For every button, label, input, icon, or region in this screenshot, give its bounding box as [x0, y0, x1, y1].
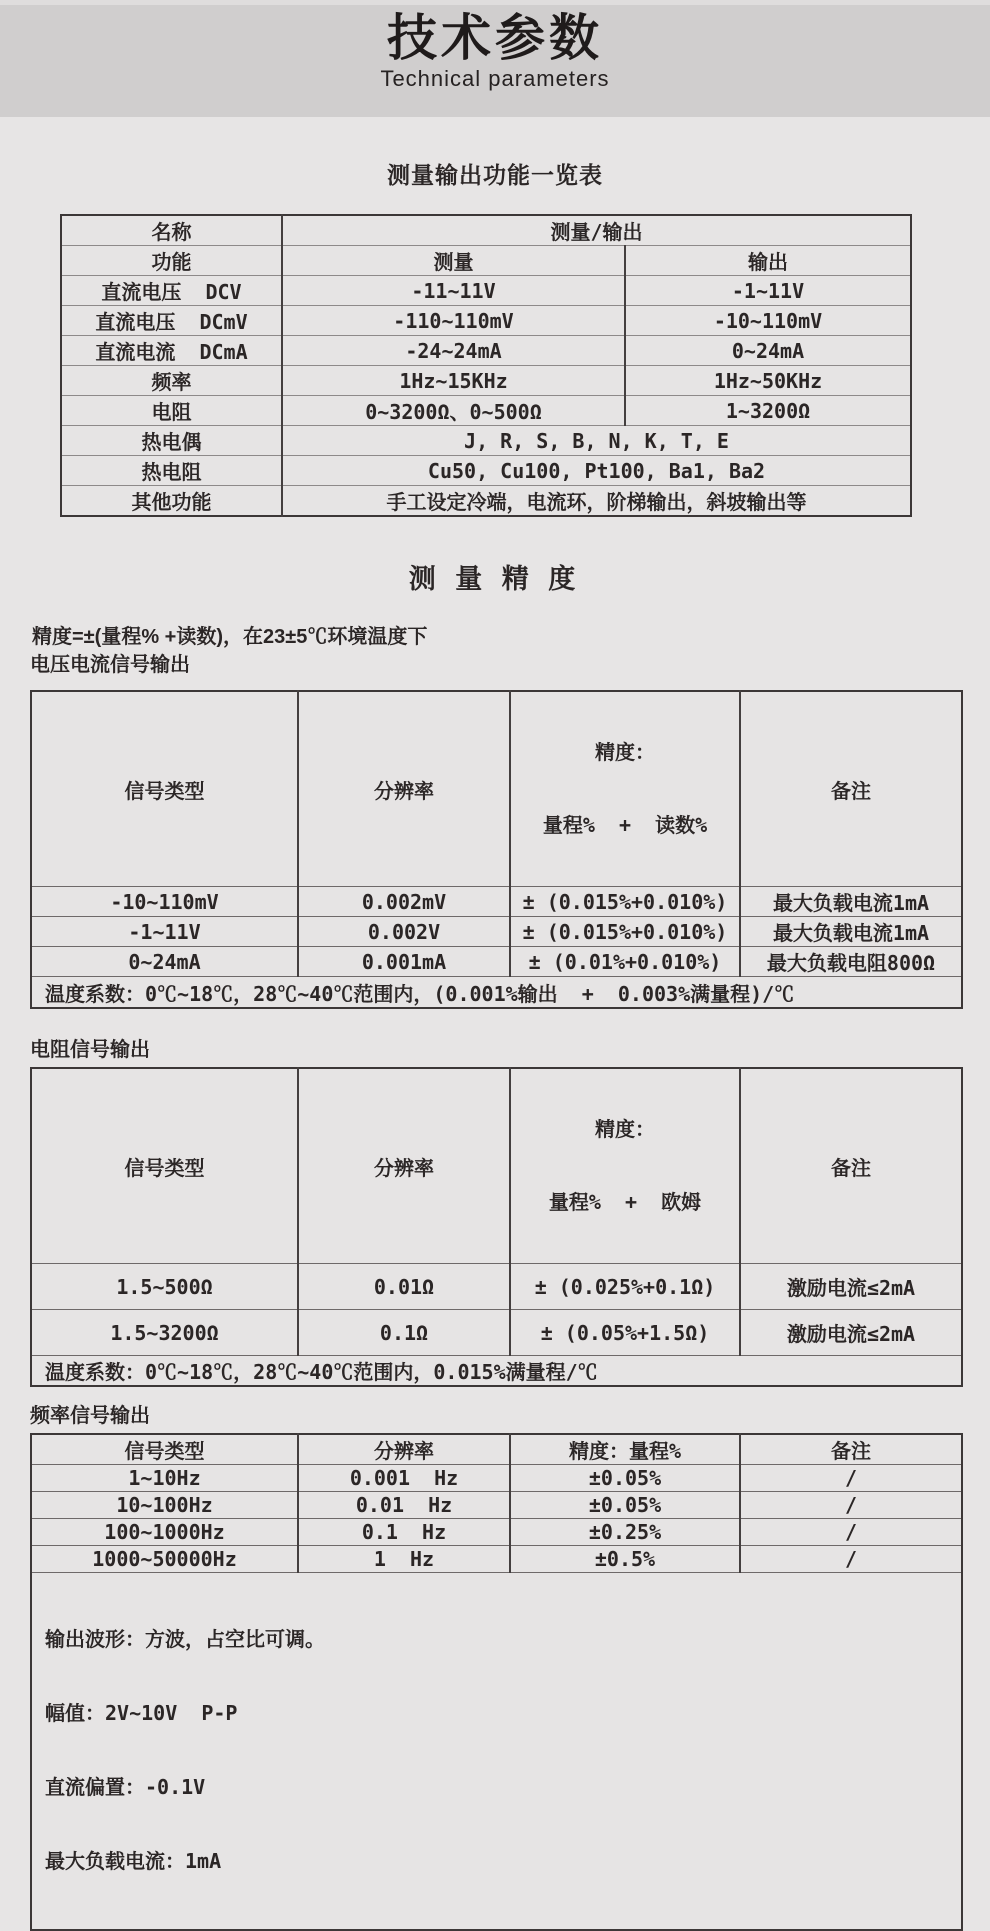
- row-measure-cell: 0~3200Ω、0~500Ω: [282, 396, 625, 426]
- accuracy-note: 精度=±(量程% +读数)，在23±5℃环境温度下: [32, 626, 428, 648]
- signal-cell: 0~24mA: [31, 947, 298, 977]
- amplitude-note: 幅值：2V~10V P-P: [45, 1701, 238, 1725]
- signal-cell: -10~110mV: [31, 887, 298, 917]
- overview-measure-header: 测量: [282, 246, 625, 276]
- remark-cell: 最大负载电流1mA: [740, 917, 962, 947]
- table-row: [61, 215, 911, 246]
- table-row: [61, 486, 911, 517]
- row-measure-cell: -11~11V: [282, 276, 625, 306]
- resolution-cell: 0.002V: [298, 917, 510, 947]
- table-row: [31, 1546, 962, 1573]
- resolution-cell: 1 Hz: [298, 1546, 510, 1573]
- table-row: [31, 917, 962, 947]
- row-measure-cell: 1Hz~15KHz: [282, 366, 625, 396]
- signal-cell: 100~1000Hz: [31, 1519, 298, 1546]
- row-output-cell: 1Hz~50KHz: [625, 366, 911, 396]
- table-row: [61, 336, 911, 366]
- row-output-cell: 1~3200Ω: [625, 396, 911, 426]
- overview-measure-output-header: 测量/输出: [282, 215, 911, 246]
- row-name-cell: 直流电压 DCmV: [61, 306, 282, 336]
- table-row: [31, 1492, 962, 1519]
- temp-coefficient-note: 温度系数：0℃~18℃，28℃~40℃范围内，0.015%满量程/℃: [31, 1356, 962, 1387]
- accuracy-cell: ±0.05%: [510, 1465, 740, 1492]
- overview-name-header: 名称: [151, 220, 192, 244]
- resolution-cell: 0.01Ω: [298, 1264, 510, 1310]
- table-footer-row: [31, 1356, 962, 1387]
- remark-cell: 最大负载电流1mA: [740, 887, 962, 917]
- table-row: [31, 1519, 962, 1546]
- overview-table: [60, 214, 912, 517]
- table-row: [61, 306, 911, 336]
- signal-cell: 1~10Hz: [31, 1465, 298, 1492]
- signal-cell: -1~11V: [31, 917, 298, 947]
- table-row: [31, 1310, 962, 1356]
- resolution-header: 分辨率: [298, 1434, 510, 1465]
- max-load-current-note: 最大负载电流：1mA: [45, 1849, 222, 1873]
- accuracy-header: 精度：量程%: [510, 1434, 740, 1465]
- row-measure-cell: -110~110mV: [282, 306, 625, 336]
- accuracy-heading: 测 量 精 度: [408, 564, 582, 594]
- table-footer-row: [31, 1573, 962, 1931]
- remark-cell: 最大负载电阻800Ω: [740, 947, 962, 977]
- accuracy-cell: ± (0.015%+0.010%): [510, 887, 740, 917]
- table-row: [31, 887, 962, 917]
- table-row: [61, 276, 911, 306]
- resistance-label: 电阻信号输出: [30, 1039, 150, 1061]
- accuracy-cell: ± (0.015%+0.010%): [510, 917, 740, 947]
- resolution-cell: 0.01 Hz: [298, 1492, 510, 1519]
- table-row: [61, 456, 911, 486]
- row-span-value-cell: Cu50, Cu100, Pt100, Ba1, Ba2: [282, 456, 911, 486]
- table-row: [61, 426, 911, 456]
- remark-header: 备注: [740, 1068, 962, 1264]
- accuracy-cell: ± (0.05%+1.5Ω): [510, 1310, 740, 1356]
- resolution-cell: 0.1Ω: [298, 1310, 510, 1356]
- resolution-cell: 0.001 Hz: [298, 1465, 510, 1492]
- output-waveform-note: 输出波形：方波，占空比可调。: [45, 1627, 325, 1651]
- remark-cell: 激励电流≤2mA: [740, 1310, 962, 1356]
- voltage-current-table: [30, 690, 963, 1009]
- table-row: [61, 366, 911, 396]
- table-row: [31, 1465, 962, 1492]
- page-title: 技术参数: [387, 10, 603, 66]
- signal-cell: 1.5~3200Ω: [31, 1310, 298, 1356]
- remark-cell: 激励电流≤2mA: [740, 1264, 962, 1310]
- signal-type-header: 信号类型: [124, 1155, 205, 1180]
- table-footer-row: [31, 977, 962, 1009]
- table-header-row: [31, 1068, 962, 1264]
- voltage-current-label: 电压电流信号输出: [30, 654, 190, 676]
- signal-cell: 10~100Hz: [31, 1492, 298, 1519]
- row-span-value-cell: J, R, S, B, N, K, T, E: [282, 426, 911, 456]
- remark-cell: /: [740, 1546, 962, 1573]
- page-header: [0, 5, 990, 117]
- table-row: [31, 1264, 962, 1310]
- row-span-value-cell: 手工设定冷端，电流环，阶梯输出，斜坡输出等: [282, 486, 911, 517]
- accuracy-header-line1: 精度：: [595, 740, 655, 764]
- remark-cell: /: [740, 1519, 962, 1546]
- signal-type-header: 信号类型: [124, 778, 205, 803]
- accuracy-header-line1: 精度：: [595, 1117, 655, 1141]
- table-header-row: [31, 691, 962, 887]
- overview-func-header: 功能: [61, 246, 282, 276]
- row-name-cell: 电阻: [61, 396, 282, 426]
- accuracy-cell: ± (0.01%+0.010%): [510, 947, 740, 977]
- remark-cell: /: [740, 1465, 962, 1492]
- signal-type-header: 信号类型: [124, 1439, 205, 1463]
- table-header-row: [31, 1434, 962, 1465]
- resolution-header: 分辨率: [298, 1068, 510, 1264]
- resolution-cell: 0.1 Hz: [298, 1519, 510, 1546]
- row-name-cell: 其他功能: [61, 486, 282, 517]
- page-subtitle: Technical parameters: [380, 66, 610, 91]
- signal-cell: 1000~50000Hz: [31, 1546, 298, 1573]
- row-name-cell: 直流电流 DCmA: [61, 336, 282, 366]
- accuracy-cell: ±0.25%: [510, 1519, 740, 1546]
- row-measure-cell: -24~24mA: [282, 336, 625, 366]
- overview-heading: 测量输出功能一览表: [387, 162, 603, 188]
- resolution-header: 分辨率: [298, 691, 510, 887]
- table-row: [61, 396, 911, 426]
- row-name-cell: 直流电压 DCV: [61, 276, 282, 306]
- row-output-cell: 0~24mA: [625, 336, 911, 366]
- temp-coefficient-note: 温度系数：0℃~18℃，28℃~40℃范围内，(0.001%输出 + 0.003%满量程)/℃: [31, 977, 962, 1009]
- row-name-cell: 热电阻: [61, 456, 282, 486]
- remark-header: 备注: [740, 691, 962, 887]
- table-row: [61, 246, 911, 276]
- resolution-cell: 0.002mV: [298, 887, 510, 917]
- accuracy-cell: ±0.05%: [510, 1492, 740, 1519]
- remark-header: 备注: [740, 1434, 962, 1465]
- row-name-cell: 频率: [61, 366, 282, 396]
- accuracy-header-line2: 量程% + 欧姆: [548, 1190, 702, 1214]
- row-name-cell: 热电偶: [61, 426, 282, 456]
- row-output-cell: -10~110mV: [625, 306, 911, 336]
- row-output-cell: -1~11V: [625, 276, 911, 306]
- frequency-label: 频率信号输出: [30, 1405, 150, 1427]
- overview-output-header: 输出: [625, 246, 911, 276]
- dc-offset-note: 直流偏置：-0.1V: [45, 1775, 206, 1799]
- resistance-table: [30, 1067, 963, 1387]
- accuracy-header: [510, 1068, 740, 1264]
- accuracy-cell: ± (0.025%+0.1Ω): [510, 1264, 740, 1310]
- accuracy-header-line2: 量程% + 读数%: [542, 813, 708, 837]
- remark-cell: /: [740, 1492, 962, 1519]
- resolution-cell: 0.001mA: [298, 947, 510, 977]
- accuracy-cell: ±0.5%: [510, 1546, 740, 1573]
- frequency-table: [30, 1433, 963, 1931]
- table-row: [31, 947, 962, 977]
- accuracy-header: [510, 691, 740, 887]
- signal-cell: 1.5~500Ω: [31, 1264, 298, 1310]
- output-notes-block: [31, 1573, 962, 1931]
